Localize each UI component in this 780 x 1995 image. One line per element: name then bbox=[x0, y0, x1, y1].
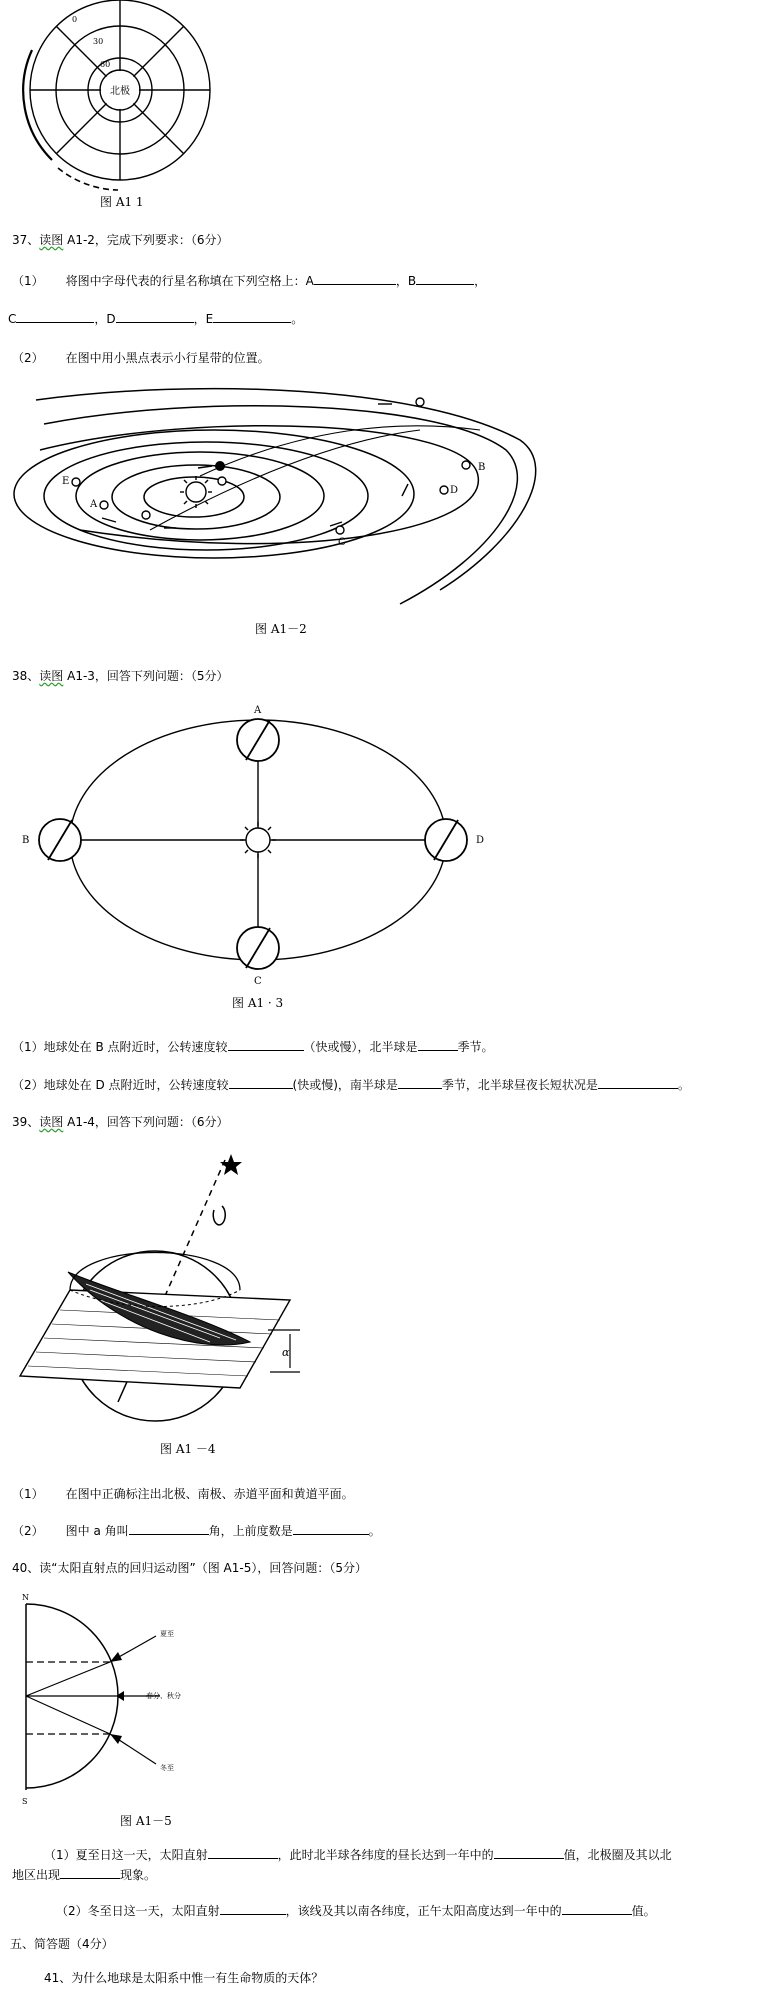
q39-line2: （2） 图中 a 角叫 角，上前度数是 。 bbox=[12, 1524, 381, 1538]
equinox-ray-label: 春分、秋分 bbox=[146, 1692, 181, 1700]
blank-summer-direct[interactable] bbox=[208, 1846, 278, 1859]
blank-day-length[interactable] bbox=[494, 1846, 564, 1859]
q40-line2: （2）冬至日这一天，太阳直射 ，该线及其以南各纬度，正午太阳高度达到一年中的 值。 bbox=[56, 1904, 656, 1918]
q37-heading: 37、读图 A1-2，完成下列要求：（6分） bbox=[12, 233, 229, 247]
figure-a1-2-caption: 图 A1－2 bbox=[255, 622, 307, 636]
q38-read-link: 读图 bbox=[39, 669, 64, 683]
q39-line1: （1） 在图中正确标注出北极、南极、赤道平面和黄道平面。 bbox=[12, 1487, 354, 1501]
section-5-heading: 五、简答题（4分） bbox=[10, 1937, 114, 1951]
blank-sun-height[interactable] bbox=[562, 1902, 632, 1915]
south-label: S bbox=[22, 1797, 28, 1806]
orbit-position-d-label: D bbox=[476, 835, 485, 846]
winter-solstice-ray-label: 冬至 bbox=[160, 1764, 174, 1772]
blank-angle-name[interactable] bbox=[129, 1522, 209, 1535]
blank-season-b[interactable] bbox=[418, 1038, 458, 1051]
orbit-position-c-label: C bbox=[254, 976, 262, 987]
orbit-position-a-label: A bbox=[254, 705, 262, 716]
q41-text: 41、为什么地球是太阳系中惟一有生命物质的天体？ bbox=[44, 1971, 324, 1985]
q37-part1-line1: （1） 将图中字母代表的行星名称填在下列空格上：A ，B ， bbox=[12, 274, 487, 288]
angle-alpha-label: α bbox=[282, 1346, 290, 1359]
q40-line1-cont: 地区出现 现象。 bbox=[12, 1868, 157, 1882]
figure-a1-1 bbox=[0, 0, 780, 200]
blank-speed-b[interactable] bbox=[228, 1038, 304, 1051]
figure-a1-2 bbox=[0, 380, 780, 620]
latitude-60-label: 60 bbox=[100, 60, 111, 69]
figure-a1-3 bbox=[0, 700, 780, 990]
star-icon bbox=[220, 1154, 242, 1175]
blank-winter-direct[interactable] bbox=[220, 1902, 286, 1915]
blank-planet-b[interactable] bbox=[416, 272, 474, 285]
planet-d-label: D bbox=[450, 485, 459, 496]
blank-day-night[interactable] bbox=[598, 1076, 678, 1089]
blank-angle-degree[interactable] bbox=[293, 1522, 369, 1535]
planet-c-label: C bbox=[338, 537, 346, 548]
north-label: N bbox=[22, 1593, 29, 1602]
orbit-position-b-label: B bbox=[22, 835, 30, 846]
planet-e-label: E bbox=[62, 476, 70, 487]
blank-polar-phenomenon[interactable] bbox=[60, 1866, 120, 1879]
summer-solstice-ray-label: 夏至 bbox=[160, 1630, 174, 1638]
blank-planet-e[interactable] bbox=[213, 310, 291, 323]
q40-line1: （1）夏至日这一天，太阳直射 ，此时北半球各纬度的昼长达到一年中的 值，北极圈及其以北 bbox=[44, 1848, 672, 1862]
q37-read-link: 读图 bbox=[39, 233, 64, 247]
blank-planet-d[interactable] bbox=[116, 310, 194, 323]
q37-part1-line2: C ，D ，E 。 bbox=[8, 312, 304, 326]
q37-part2: （2） 在图中用小黑点表示小行星带的位置。 bbox=[12, 351, 270, 365]
blank-planet-a[interactable] bbox=[314, 272, 396, 285]
figure-a1-5 bbox=[0, 1590, 780, 1810]
planet-a-label: A bbox=[90, 499, 98, 510]
figure-a1-4 bbox=[0, 1140, 780, 1440]
q39-read-link: 读图 bbox=[39, 1115, 64, 1129]
blank-season-d[interactable] bbox=[398, 1076, 442, 1089]
q40-heading: 40、读“太阳直射点的回归运动图”（图 A1-5），回答问题：（5分） bbox=[12, 1561, 367, 1575]
north-pole-label: 北极 bbox=[110, 86, 130, 97]
planet-b-label: B bbox=[478, 462, 486, 473]
q38-heading: 38、读图 A1-3，回答下列问题：（5分） bbox=[12, 669, 229, 683]
q39-heading: 39、读图 A1-4，回答下列问题：（6分） bbox=[12, 1115, 229, 1129]
figure-a1-3-caption: 图 A1 · 3 bbox=[232, 996, 284, 1010]
figure-a1-1-caption: 图 A1 1 bbox=[100, 195, 144, 209]
blank-speed-d[interactable] bbox=[229, 1076, 293, 1089]
latitude-0-label: 0 bbox=[72, 15, 78, 24]
latitude-30-label: 30 bbox=[93, 37, 104, 46]
blank-planet-c[interactable] bbox=[16, 310, 94, 323]
figure-a1-4-caption: 图 A1 －4 bbox=[160, 1442, 216, 1456]
q38-line1: （1）地球处在 B 点附近时，公转速度较 （快或慢），北半球是 季节。 bbox=[12, 1040, 494, 1054]
figure-a1-5-caption: 图 A1－5 bbox=[120, 1814, 172, 1828]
q38-line2: （2）地球处在 D 点附近时，公转速度较 (快或慢)，南半球是 季节，北半球昼夜长短状况是 。 bbox=[12, 1078, 690, 1092]
